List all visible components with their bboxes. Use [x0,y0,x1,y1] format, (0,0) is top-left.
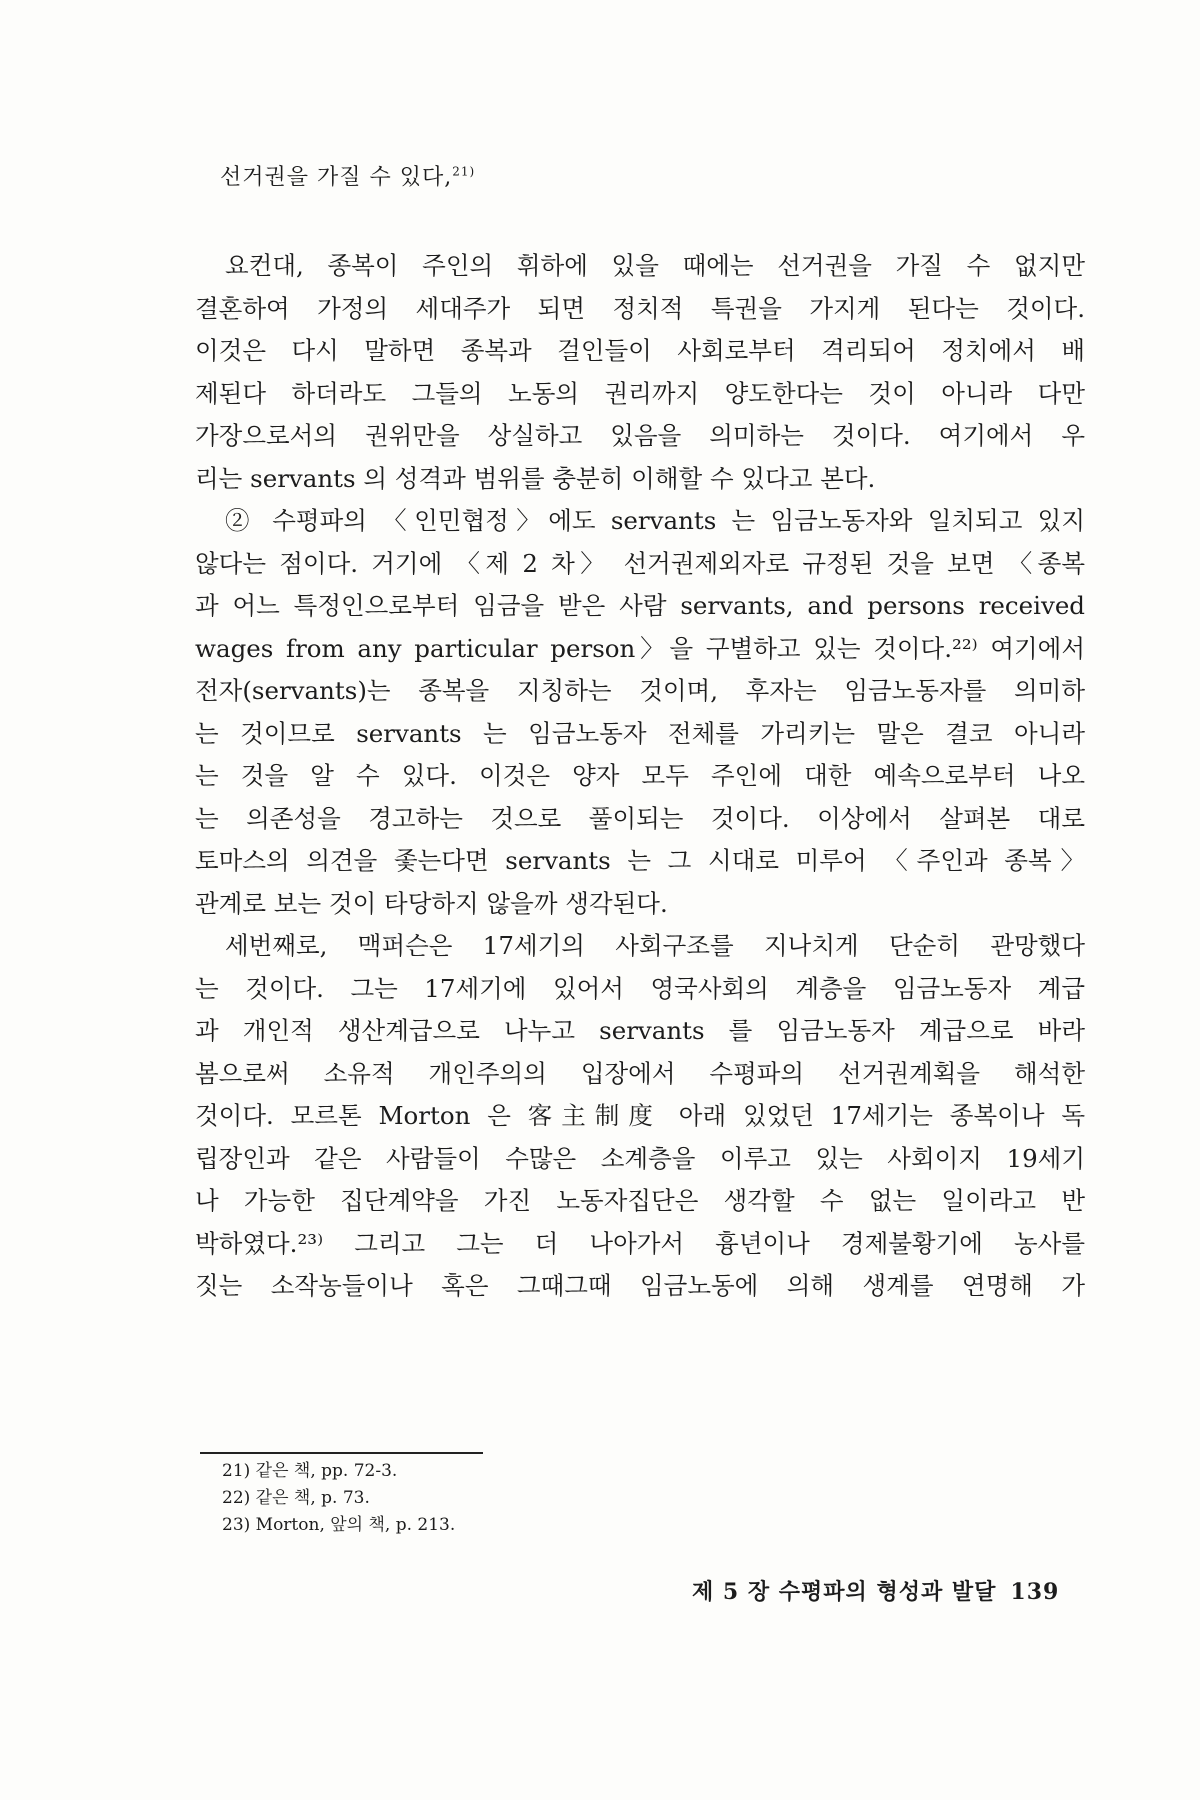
footnotes [222,1458,455,1539]
text-line: wages from any particular person〉을 구별하고 있는 것이다.²²⁾ 여기에서 [195,633,1085,663]
page-number: 139 [1010,1579,1060,1605]
continued-line-text: 선거권을 가질 수 있다, [220,165,453,190]
chapter-title: 제 5 장 수평파의 형성과 발달 [692,1579,997,1605]
text-line: 세번째로, 맥퍼슨은 17세기의 사회구조를 지나치게 단순히 관망했다 [225,931,1085,960]
footnote-ref-21: 21) [452,164,476,179]
text-line: 가장으로서의 권위만을 상실하고 있음을 의미하는 것이다. 여기에서 우 [195,421,1085,450]
running-footer [692,1575,1059,1606]
text-line: 결혼하여 가정의 세대주가 되면 정치적 특권을 가지게 된다는 것이다. [195,293,1085,323]
footnote-22: 22) 같은 책, p. 73. [222,1488,370,1508]
text-line: 전자(servants)는 종복을 지칭하는 것이며, 후자는 임금노동자를 의미하 [195,676,1085,705]
continued-line [220,160,475,191]
text-line: 이것은 다시 말하면 종복과 걸인들이 사회로부터 격리되어 정치에서 배 [195,336,1085,365]
text-line: 리는 servants 의 성격과 범위를 충분히 이해할 수 있다고 본다. [195,463,876,493]
text-line: 는 것이므로 servants 는 임금노동자 전체를 가리키는 말은 결코 아니라 [195,718,1085,748]
text-line: 나 가능한 집단계약을 가진 노동자집단은 생각할 수 없는 일이라고 반 [195,1186,1085,1215]
text-line: 제된다 하더라도 그들의 노동의 권리까지 양도한다는 것이 아니라 다만 [195,378,1085,408]
main-text [195,245,1085,1308]
footnote-23: 23) Morton, 앞의 책, p. 213. [222,1515,456,1535]
footnote-21: 21) 같은 책, pp. 72-3. [222,1461,398,1481]
footnote-divider [200,1452,483,1454]
text-line: 않다는 점이다. 거기에 〈제 2 차〉 선거권제외자로 규정된 것을 보면 〈종복 [195,548,1085,578]
text-line: 는 것이다. 그는 17세기에 있어서 영국사회의 계층을 임금노동자 계급 [195,973,1085,1003]
text-line: 관계로 보는 것이 타당하지 않을까 생각된다. [195,888,668,918]
text-line: 과 어느 특정인으로부터 임금을 받은 사람 servants, and persons received [195,591,1085,620]
text-line: 봄으로써 소유적 개인주의의 입장에서 수평파의 선거권계획을 해석한 [195,1058,1085,1088]
text-line: 과 개인적 생산계급으로 나누고 servants 를 임금노동자 계급으로 바라 [195,1016,1085,1045]
text-line: 토마스의 의견을 좇는다면 servants 는 그 시대로 미루어 〈주인과 종복〉 [195,846,1085,875]
text-line: 것이다. 모르톤 Morton 은 客主制度 아래 있었던 17세기는 종복이나 독 [195,1101,1085,1130]
text-line: ② 수평파의 〈인민협정〉에도 servants 는 임금노동자와 일치되고 있지 [225,506,1085,535]
text-line: 는 의존성을 경고하는 것으로 풀이되는 것이다. 이상에서 살펴본 대로 [195,803,1085,833]
text-line: 요컨대, 종복이 주인의 휘하에 있을 때에는 선거권을 가질 수 없지만 [225,251,1085,280]
text-line: 짓는 소작농들이나 혹은 그때그때 임금노동에 의해 생계를 연명해 가 [195,1271,1085,1300]
text-line: 박하였다.²³⁾ 그리고 그는 더 나아가서 흉년이나 경제불황기에 농사를 [195,1228,1085,1258]
text-line: 립장인과 같은 사람들이 수많은 소계층을 이루고 있는 사회이지 19세기 [195,1143,1085,1173]
text-line: 는 것을 알 수 있다. 이것은 양자 모두 주인에 대한 예속으로부터 나오 [195,761,1085,790]
